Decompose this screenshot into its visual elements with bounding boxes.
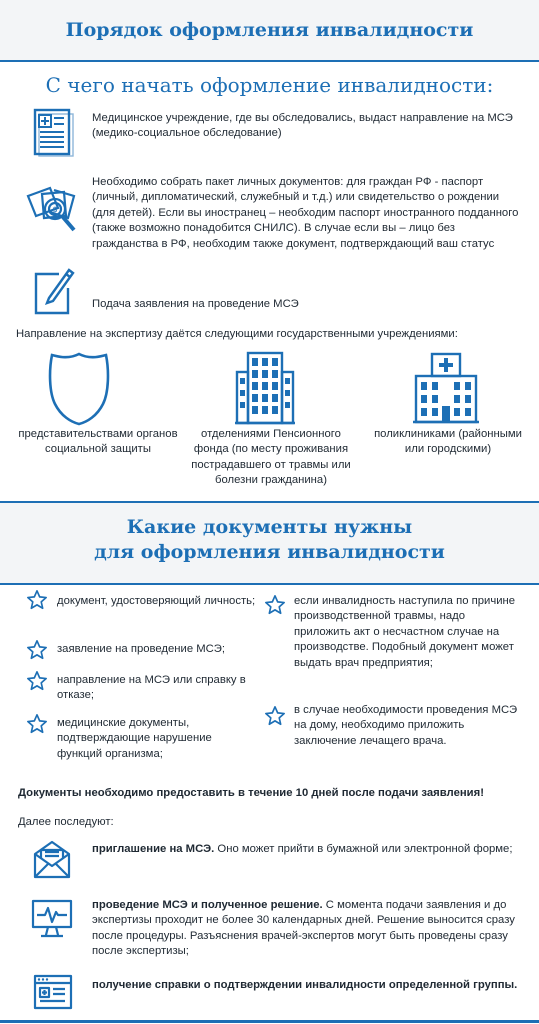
svg-text:$: $	[52, 205, 58, 214]
step-2-text: Необходимо собрать пакет личных документов: для граждан РФ - паспорт (личный, дипломатический, служебный и т.д.) или свидетельство о рождении (для детей). Если вы иностранец – необходим паспорт иностранного подданного (также возможно понадобится СНИЛС). В случае если вы – лицо без гражданства в РФ, необходим также документ, подтверждающий ваш статус	[92, 176, 519, 250]
pencil-paper-icon	[33, 266, 75, 316]
doc-item-right-1: если инвалидность наступила по причине производственной травмы, надо приложить акт о несчастном случае на производстве. Подобный документ может выдать врач предприятия;	[294, 595, 516, 669]
envelope-icon	[32, 838, 72, 880]
next-step-2-text: С момента подачи заявления и до экспертизы проходит не более 30 календарных дней. Решение выносится сразу после процедуры. Разъяснения врачей-экспертов могут быть проведены сразу после экспертизы;	[92, 899, 515, 958]
docs-heading-line-2: для оформления инвалидности	[94, 541, 445, 563]
medical-document-icon	[33, 108, 75, 158]
start-heading: С чего начать оформление инвалидности:	[45, 73, 494, 97]
documents-magnifier-icon	[24, 182, 80, 238]
next-step-2	[92, 898, 527, 960]
next-label: Далее последуют:	[18, 816, 114, 828]
next-step-3-title: получение справки о подтверждении инвалидности определенной группы.	[92, 979, 518, 991]
doc-item-right-2: в случае необходимости проведения МСЭ на дому, необходимо приложить заключение лечащего врача.	[294, 704, 518, 747]
monitor-icon	[30, 898, 74, 940]
shield-icon	[47, 350, 111, 426]
building-icon	[234, 350, 296, 426]
step-3-text: Подача заявления на проведение МСЭ	[92, 298, 299, 310]
institution-label-pension: отделениями Пенсионного фонда (по месту проживания пострадавшего от травмы или болезни гражданина)	[191, 428, 351, 487]
doc-item-left-3: направление на МСЭ или справку в отказе;	[57, 674, 246, 702]
institution-label-social: представительствами органов социальной защиты	[18, 428, 178, 456]
star-icon	[26, 713, 48, 735]
doc-item-left-4: медицинские документы, подтверждающие нарушение функций организма;	[57, 717, 212, 760]
docs-heading	[0, 515, 539, 565]
doc-item-left-1: документ, удостоверяющий личность;	[57, 595, 256, 607]
referral-intro: Направление на экспертизу даётся следующими государственными учреждениями:	[16, 328, 458, 340]
star-icon	[264, 705, 286, 727]
star-icon	[264, 594, 286, 616]
star-icon	[26, 639, 48, 661]
step-1-text: Медицинское учреждение, где вы обследовались, выдаст направление на МСЭ (медико-социальное обследование)	[92, 112, 513, 140]
page-title: Порядок оформления инвалидности	[65, 19, 474, 41]
next-step-3	[92, 978, 527, 993]
bottom-rule	[0, 1020, 539, 1023]
certificate-icon	[32, 973, 74, 1013]
doc-item-left-2: заявление на проведение МСЭ;	[57, 643, 225, 655]
institution-label-clinic: поликлиниками (районными или городскими)	[374, 428, 522, 456]
next-step-1-title: приглашение на МСЭ.	[92, 843, 215, 855]
deadline-note: Документы необходимо предоставить в течение 10 дней после подачи заявления!	[18, 787, 484, 799]
star-icon	[26, 589, 48, 611]
hospital-icon	[412, 350, 480, 426]
docs-heading-line-1: Какие документы нужны	[126, 516, 413, 538]
next-step-1	[92, 842, 522, 857]
next-step-2-title: проведение МСЭ и полученное решение.	[92, 899, 323, 911]
next-step-1-text: Оно может прийти в бумажной или электронной форме;	[214, 843, 513, 855]
star-icon	[26, 670, 48, 692]
